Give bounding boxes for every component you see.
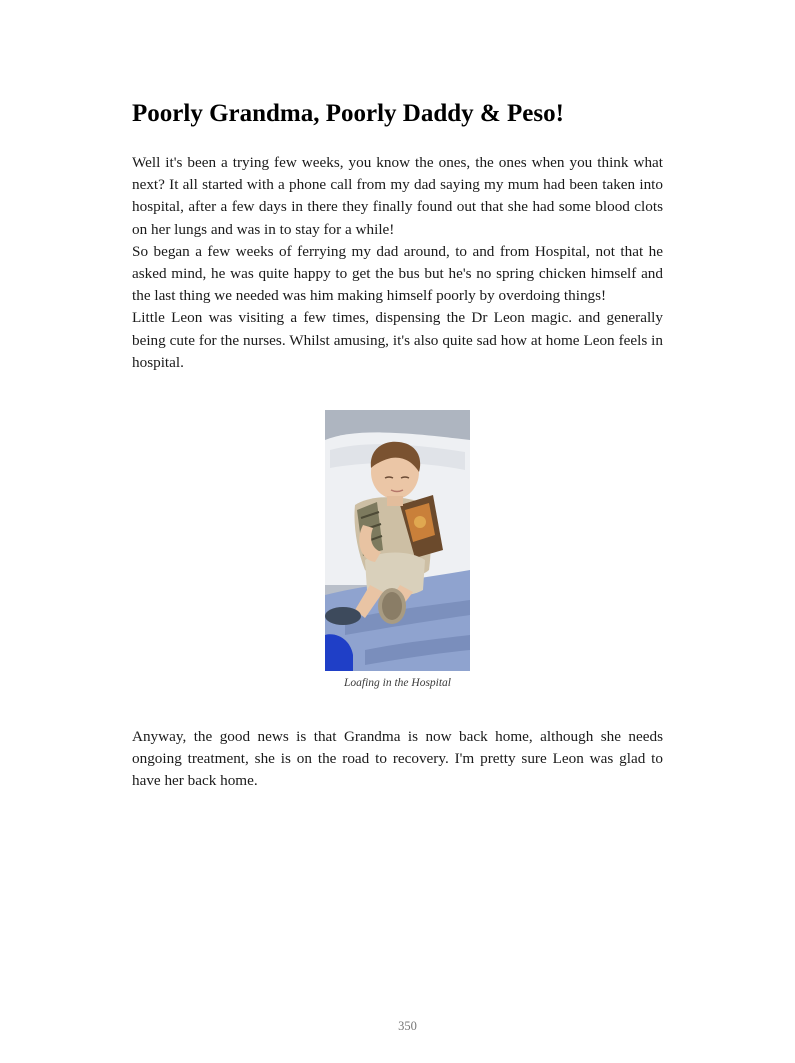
paragraph: Little Leon was visiting a few times, dispensing the Dr Leon magic. and generally being cute for the nurses. Whilst amusing, it's also quite sad how at home Leon feels in hospital. (132, 309, 663, 371)
paragraph: Well it's been a trying few weeks, you know the ones, the ones when you think what next? It all started with a phone call from my dad saying my mum had been taken into hospital, after a few days in there they finally found out that she had some blood clots on her lungs and was in to stay for a while! (132, 154, 663, 238)
article-body (132, 152, 663, 374)
page-title: Poorly Grandma, Poorly Daddy & Peso! (132, 100, 564, 127)
photo-caption: Loafing in the Hospital (343, 677, 452, 689)
closing-body (132, 726, 663, 793)
page-number: 350 (398, 1019, 417, 1033)
paragraph: Anyway, the good news is that Grandma is now back home, although she needs ongoing treatment, she is on the road to recovery. I'm pretty sure Leon was glad to have her back home. (132, 728, 663, 790)
hospital-photo (325, 410, 470, 671)
paragraph: So began a few weeks of ferrying my dad around, to and from Hospital, not that he asked mind, he was quite happy to get the bus but he's no spring chicken himself and the last thing we needed was him making himself poorly by overdoing things! (132, 242, 663, 305)
child-in-hospital-bed-image (325, 410, 470, 671)
